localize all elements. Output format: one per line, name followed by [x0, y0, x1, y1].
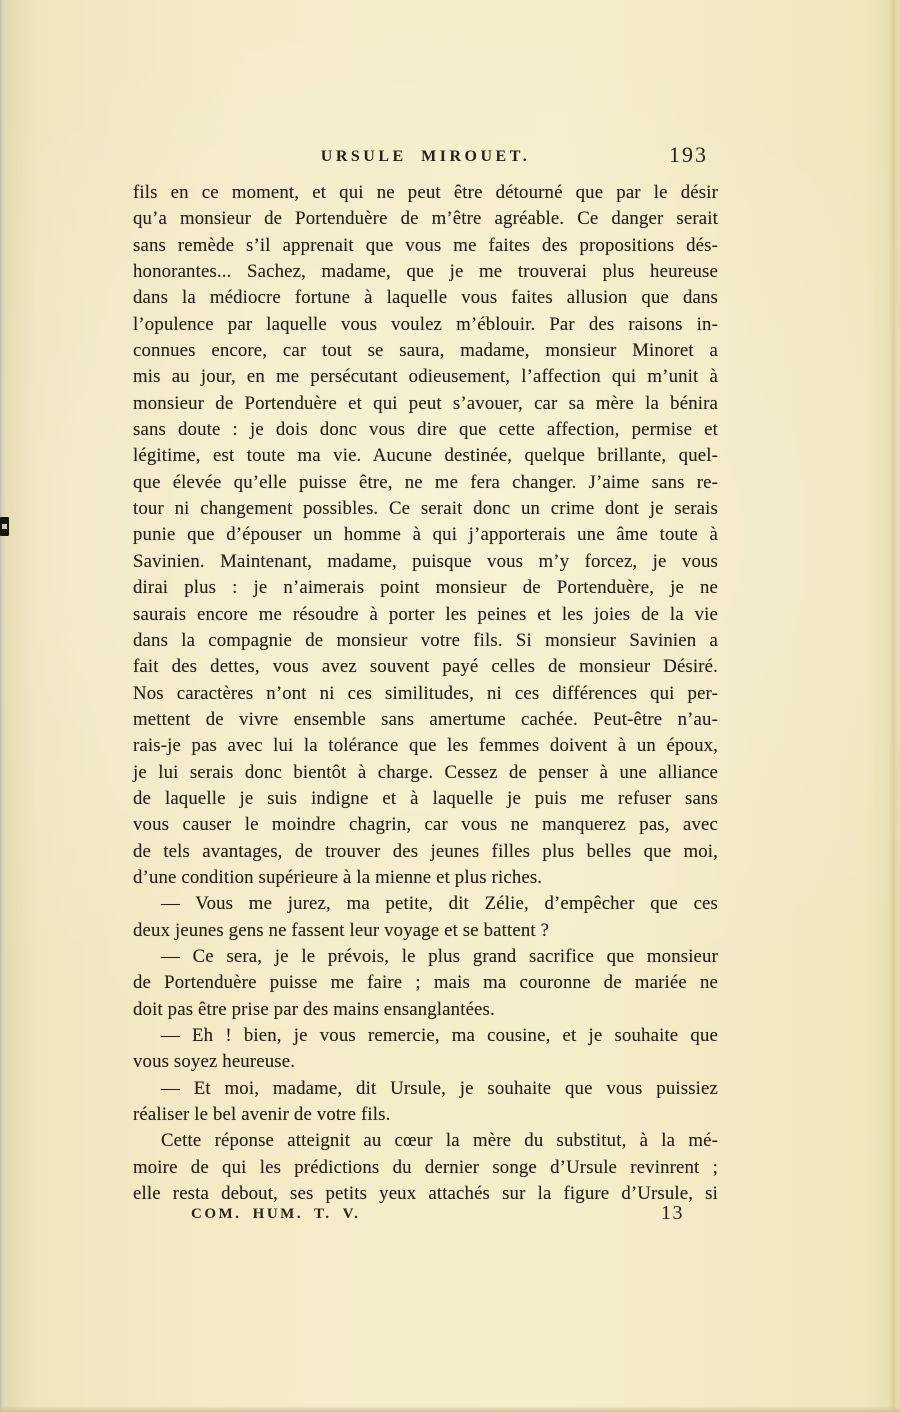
text-line: fils en ce moment, et qui ne peut être détourné que par le désir: [133, 182, 718, 203]
text-line: — Eh ! bien, je vous remercie, ma cousine, et je souhaite que: [161, 1025, 718, 1046]
text-line: — Vous me jurez, ma petite, dit Zélie, d’empêcher que ces: [161, 893, 718, 915]
text-line: Savinien. Maintenant, madame, puisque vous m’y forcez, je vous: [133, 550, 718, 572]
text-line: que élevée qu’elle puisse être, ne me fera changer. J’aime sans re-: [133, 471, 718, 493]
sheet-number: 13: [661, 1202, 684, 1224]
page-body-text: [133, 180, 718, 1207]
text-line: elle resta debout, ses petits yeux attachés sur la figure d’Ursule, si: [133, 1183, 718, 1205]
text-line: vous soyez heureuse.: [133, 1051, 296, 1073]
text-line: de tels avantages, de trouver des jeunes filles plus belles que moi,: [133, 840, 718, 862]
text-line: punie que d’épouser un homme à qui j’apporterais une âme toute à: [133, 524, 718, 546]
page-crease-right: [892, 0, 895, 1412]
text-line: — Et moi, madame, dit Ursule, je souhaite que vous puissiez: [161, 1077, 718, 1099]
page-number: 193: [669, 142, 708, 167]
ink-artifact-mark: [0, 517, 9, 536]
text-line: Nos caractères n’ont ni ces similitudes, ni ces différences qui per-: [133, 682, 718, 704]
text-line: rais-je pas avec lui la tolérance que les femmes doivent à un époux,: [133, 735, 718, 757]
text-line: saurais encore me résoudre à porter les peines et les joies de la vie: [133, 603, 718, 625]
text-line: vous causer le moindre chagrin, car vous ne manquerez pas, avec: [133, 814, 718, 836]
page-footer: [133, 1202, 718, 1230]
text-line: de laquelle je suis indigne et à laquelle je puis me refuser sans: [133, 787, 718, 809]
printer-signature: COM. HUM. T. V.: [191, 1206, 361, 1222]
scan-edge-bottom: [0, 1406, 900, 1412]
text-line: dans la compagnie de monsieur votre fils. Si monsieur Savinien a: [133, 629, 718, 651]
text-line: d’une condition supérieure à la mienne et plus riches.: [133, 866, 543, 888]
scan-edge-left: [0, 0, 6, 1412]
text-line: monsieur de Portenduère et qui peut s’avouer, car sa mère la bénira: [133, 392, 718, 414]
text-line: honorantes... Sachez, madame, que je me trouverai plus heureuse: [133, 261, 718, 283]
text-line: je lui serais donc bientôt à charge. Cessez de penser à une alliance: [133, 761, 718, 783]
text-line: connues encore, car tout se saura, madame, monsieur Minoret a: [133, 340, 718, 362]
text-line: tour ni changement possibles. Ce serait donc un crime dont je serais: [133, 498, 718, 520]
text-line: mis au jour, en me persécutant odieusement, l’affection qui m’unit à: [133, 366, 718, 388]
text-line: légitime, est toute ma vie. Aucune destinée, quelque brillante, quel-: [133, 445, 718, 467]
running-title: URSULE MIROUET.: [320, 148, 531, 165]
text-line: l’opulence par laquelle vous voulez m’éblouir. Par des raisons in-: [133, 313, 718, 335]
text-line: mettent de vivre ensemble sans amertume cachée. Peut-être n’au-: [133, 708, 718, 730]
text-line: dans la médiocre fortune à laquelle vous faites allusion que dans: [133, 287, 718, 309]
text-line: Cette réponse atteignit au cœur la mère du substitut, à la mé-: [161, 1130, 718, 1152]
text-line: sans doute : je dois donc vous dire que cette affection, permise et: [133, 419, 718, 441]
text-line: deux jeunes gens ne fassent leur voyage et se battent ?: [133, 919, 550, 941]
text-line: de Portenduère puisse me faire ; mais ma couronne de mariée ne: [133, 972, 718, 994]
page-header: [133, 142, 718, 174]
text-line: sans remède s’il apprenait que vous me faites des propositions dés-: [133, 234, 718, 256]
text-line: dirai plus : je n’aimerais point monsieur de Portenduère, je ne: [133, 577, 718, 599]
text-line: moire de qui les prédictions du dernier songe d’Ursule revinrent ;: [133, 1156, 718, 1178]
text-line: qu’a monsieur de Portenduère de m’être agréable. Ce danger serait: [133, 208, 718, 230]
text-line: fait des dettes, vous avez souvent payé celles de monsieur Désiré.: [133, 656, 718, 678]
text-line: réaliser le bel avenir de votre fils.: [133, 1104, 391, 1126]
text-line: doit pas être prise par des mains ensanglantées.: [133, 998, 495, 1020]
text-line: — Ce sera, je le prévois, le plus grand sacrifice que monsieur: [161, 945, 718, 967]
